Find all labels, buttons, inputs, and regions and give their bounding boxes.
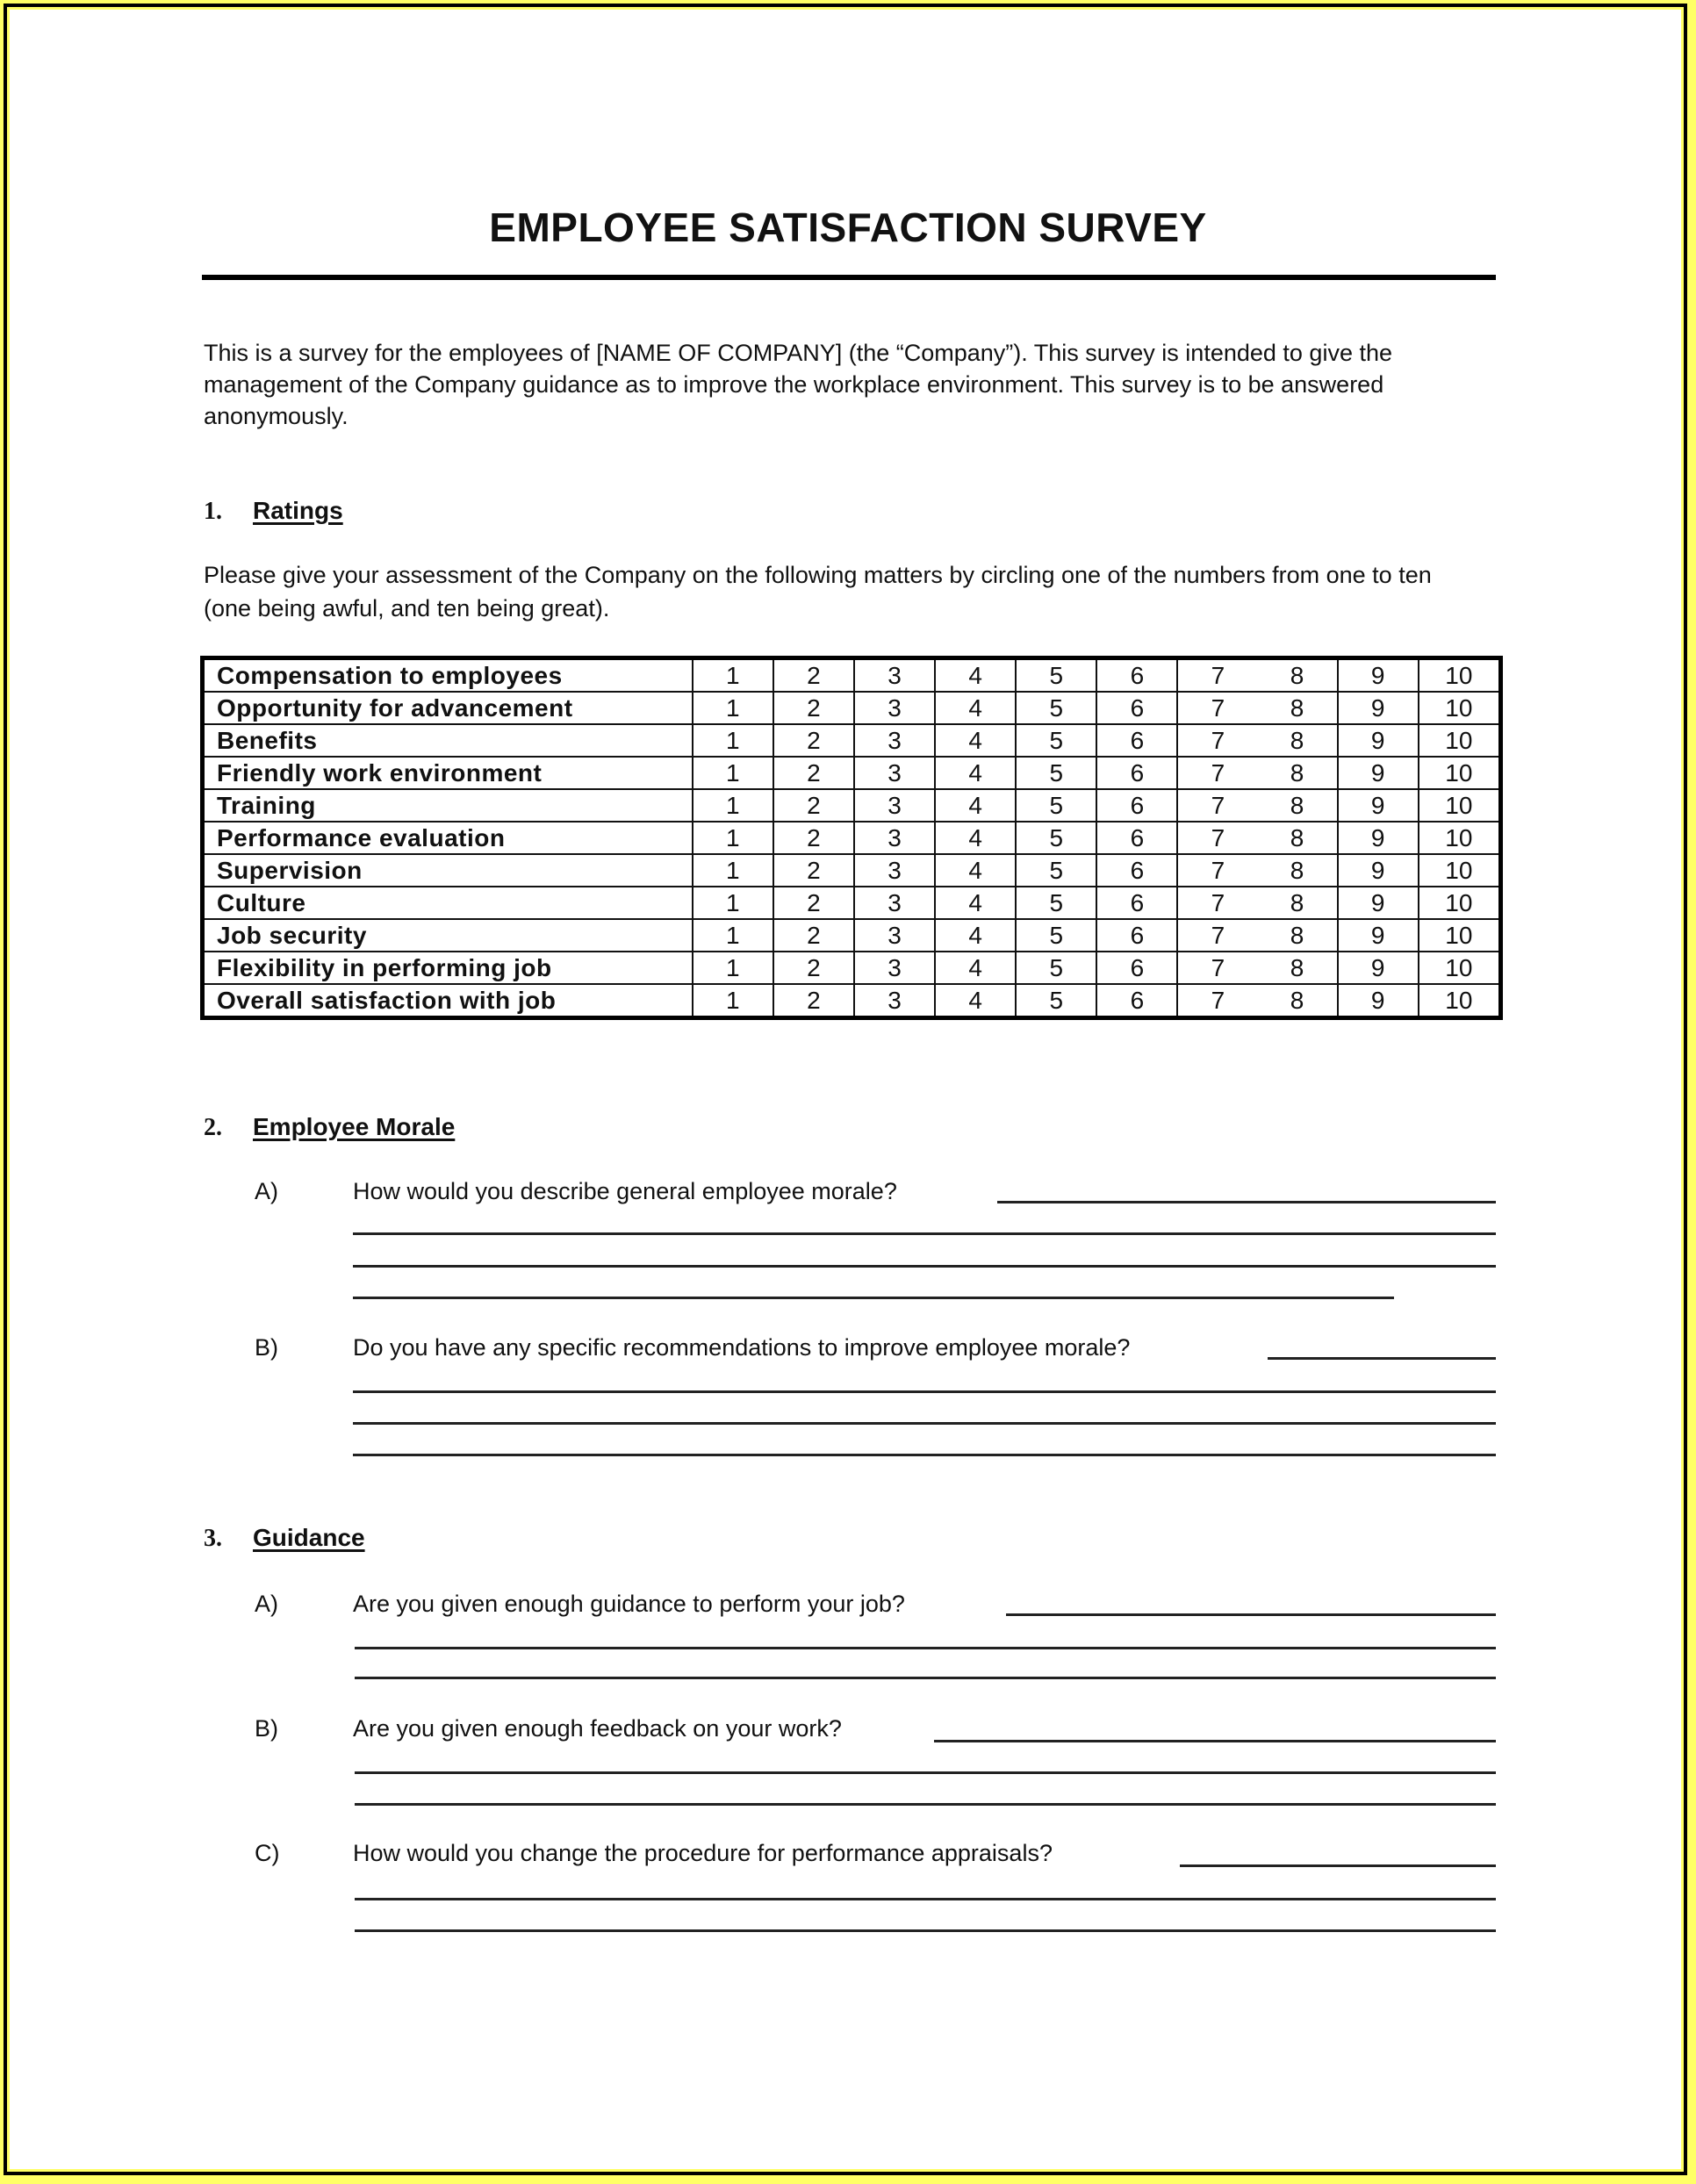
rating-option-2[interactable]: 2 — [773, 757, 854, 789]
ratings-row — [203, 984, 1501, 1018]
ratings-row — [203, 692, 1501, 724]
question-guidance-a — [255, 1591, 1496, 1626]
rating-option-4[interactable]: 4 — [935, 724, 1016, 757]
rating-option-7[interactable]: 7 — [1177, 952, 1257, 984]
rating-option-5[interactable]: 5 — [1016, 919, 1096, 952]
rating-option-4[interactable]: 4 — [935, 887, 1016, 919]
rating-option-9[interactable]: 9 — [1338, 692, 1419, 724]
rating-item-label: Supervision — [203, 854, 693, 887]
section-title: Employee Morale — [253, 1113, 456, 1140]
answer-line[interactable] — [355, 1803, 1496, 1806]
question-morale-a — [255, 1178, 1496, 1213]
section-number: 1. — [204, 498, 222, 525]
answer-line[interactable] — [353, 1297, 1394, 1299]
rating-option-6[interactable]: 6 — [1096, 724, 1177, 757]
answer-line[interactable] — [353, 1454, 1496, 1456]
rating-option-2[interactable]: 2 — [773, 822, 854, 854]
rating-option-5[interactable]: 5 — [1016, 724, 1096, 757]
rating-option-1[interactable]: 1 — [693, 822, 773, 854]
answer-line[interactable] — [934, 1740, 1496, 1742]
question-text: Are you given enough feedback on your work? — [353, 1715, 842, 1742]
rating-option-9[interactable]: 9 — [1338, 854, 1419, 887]
rating-option-8[interactable]: 8 — [1258, 724, 1338, 757]
rating-option-4[interactable]: 4 — [935, 952, 1016, 984]
rating-option-8[interactable]: 8 — [1258, 658, 1338, 693]
rating-option-9[interactable]: 9 — [1338, 658, 1419, 693]
rating-option-9[interactable]: 9 — [1338, 984, 1419, 1018]
rating-option-10[interactable]: 10 — [1419, 919, 1501, 952]
rating-option-7[interactable]: 7 — [1177, 757, 1257, 789]
rating-item-label: Job security — [203, 919, 693, 952]
answer-line[interactable] — [355, 1677, 1496, 1679]
answer-line[interactable] — [353, 1390, 1496, 1393]
answer-line[interactable] — [997, 1201, 1496, 1203]
rating-item-label: Culture — [203, 887, 693, 919]
rating-option-8[interactable]: 8 — [1258, 692, 1338, 724]
rating-option-9[interactable]: 9 — [1338, 789, 1419, 822]
question-text: How would you describe general employee morale? — [353, 1178, 897, 1204]
rating-option-6[interactable]: 6 — [1096, 952, 1177, 984]
rating-option-8[interactable]: 8 — [1258, 919, 1338, 952]
rating-option-10[interactable]: 10 — [1419, 724, 1501, 757]
rating-option-4[interactable]: 4 — [935, 658, 1016, 693]
rating-option-1[interactable]: 1 — [693, 952, 773, 984]
rating-option-6[interactable]: 6 — [1096, 658, 1177, 693]
question-text: Do you have any specific recommendations to improve employee morale? — [353, 1334, 1131, 1361]
rating-option-7[interactable]: 7 — [1177, 789, 1257, 822]
rating-option-1[interactable]: 1 — [693, 854, 773, 887]
rating-option-7[interactable]: 7 — [1177, 919, 1257, 952]
rating-option-2[interactable]: 2 — [773, 789, 854, 822]
rating-option-8[interactable]: 8 — [1258, 757, 1338, 789]
rating-item-label: Training — [203, 789, 693, 822]
question-morale-b — [255, 1334, 1496, 1369]
rating-option-1[interactable]: 1 — [693, 692, 773, 724]
ratings-row — [203, 724, 1501, 757]
rating-option-3[interactable]: 3 — [854, 822, 935, 854]
rating-option-4[interactable]: 4 — [935, 822, 1016, 854]
rating-option-10[interactable]: 10 — [1419, 757, 1501, 789]
rating-option-9[interactable]: 9 — [1338, 757, 1419, 789]
rating-option-4[interactable]: 4 — [935, 692, 1016, 724]
rating-option-10[interactable]: 10 — [1419, 854, 1501, 887]
rating-option-5[interactable]: 5 — [1016, 658, 1096, 693]
title-rule — [202, 275, 1496, 280]
ratings-row — [203, 822, 1501, 854]
rating-option-9[interactable]: 9 — [1338, 822, 1419, 854]
ratings-row — [203, 789, 1501, 822]
question-letter: C) — [255, 1840, 280, 1866]
rating-item-label: Benefits — [203, 724, 693, 757]
rating-option-3[interactable]: 3 — [854, 757, 935, 789]
rating-option-6[interactable]: 6 — [1096, 789, 1177, 822]
section-number: 2. — [204, 1114, 222, 1141]
rating-option-3[interactable]: 3 — [854, 724, 935, 757]
rating-option-1[interactable]: 1 — [693, 919, 773, 952]
rating-option-10[interactable]: 10 — [1419, 887, 1501, 919]
rating-option-4[interactable]: 4 — [935, 789, 1016, 822]
rating-option-5[interactable]: 5 — [1016, 822, 1096, 854]
rating-option-9[interactable]: 9 — [1338, 952, 1419, 984]
rating-option-8[interactable]: 8 — [1258, 952, 1338, 984]
question-letter: B) — [255, 1334, 278, 1361]
rating-option-8[interactable]: 8 — [1258, 887, 1338, 919]
intro-paragraph: This is a survey for the employees of [NAME OF COMPANY] (the “Company”). This survey is intended to give the management of the Company guidance as to improve the workplace environment. This survey is to be answered anonymously. — [204, 340, 1392, 429]
ratings-row — [203, 952, 1501, 984]
rating-option-2[interactable]: 2 — [773, 952, 854, 984]
rating-option-9[interactable]: 9 — [1338, 919, 1419, 952]
rating-option-3[interactable]: 3 — [854, 984, 935, 1018]
ratings-row — [203, 919, 1501, 952]
ratings-row — [203, 658, 1501, 693]
rating-item-label: Compensation to employees — [203, 658, 693, 693]
rating-option-5[interactable]: 5 — [1016, 854, 1096, 887]
question-text: Are you given enough guidance to perform your job? — [353, 1591, 905, 1617]
rating-option-10[interactable]: 10 — [1419, 952, 1501, 984]
rating-option-3[interactable]: 3 — [854, 919, 935, 952]
section-title: Ratings — [253, 497, 343, 524]
section-heading-employee-morale — [204, 1113, 455, 1142]
rating-option-10[interactable]: 10 — [1419, 822, 1501, 854]
rating-option-6[interactable]: 6 — [1096, 757, 1177, 789]
rating-option-6[interactable]: 6 — [1096, 692, 1177, 724]
rating-option-7[interactable]: 7 — [1177, 854, 1257, 887]
rating-option-4[interactable]: 4 — [935, 919, 1016, 952]
rating-option-3[interactable]: 3 — [854, 789, 935, 822]
rating-option-2[interactable]: 2 — [773, 854, 854, 887]
rating-option-7[interactable]: 7 — [1177, 724, 1257, 757]
section-title: Guidance — [253, 1524, 365, 1551]
section-heading-ratings — [204, 497, 343, 526]
answer-line[interactable] — [353, 1422, 1496, 1425]
answer-line[interactable] — [1268, 1357, 1496, 1360]
rating-option-8[interactable]: 8 — [1258, 822, 1338, 854]
question-guidance-c — [255, 1840, 1496, 1875]
question-text: How would you change the procedure for performance appraisals? — [353, 1840, 1053, 1866]
rating-item-label: Opportunity for advancement — [203, 692, 693, 724]
rating-item-label: Overall satisfaction with job — [203, 984, 693, 1018]
rating-option-5[interactable]: 5 — [1016, 952, 1096, 984]
rating-option-6[interactable]: 6 — [1096, 822, 1177, 854]
rating-option-7[interactable]: 7 — [1177, 984, 1257, 1018]
rating-option-5[interactable]: 5 — [1016, 789, 1096, 822]
rating-option-3[interactable]: 3 — [854, 854, 935, 887]
rating-option-1[interactable]: 1 — [693, 789, 773, 822]
answer-line[interactable] — [355, 1771, 1496, 1774]
rating-option-2[interactable]: 2 — [773, 724, 854, 757]
rating-option-4[interactable]: 4 — [935, 854, 1016, 887]
rating-option-5[interactable]: 5 — [1016, 757, 1096, 789]
rating-option-4[interactable]: 4 — [935, 757, 1016, 789]
ratings-row — [203, 854, 1501, 887]
question-letter: B) — [255, 1715, 278, 1742]
answer-line[interactable] — [1006, 1613, 1496, 1616]
rating-option-7[interactable]: 7 — [1177, 822, 1257, 854]
question-letter: A) — [255, 1591, 278, 1617]
rating-option-9[interactable]: 9 — [1338, 724, 1419, 757]
answer-line[interactable] — [1180, 1864, 1496, 1867]
rating-option-1[interactable]: 1 — [693, 757, 773, 789]
rating-option-10[interactable]: 10 — [1419, 984, 1501, 1018]
rating-option-5[interactable]: 5 — [1016, 984, 1096, 1018]
section-heading-guidance — [204, 1524, 365, 1553]
ratings-row — [203, 887, 1501, 919]
rating-option-8[interactable]: 8 — [1258, 789, 1338, 822]
ratings-row — [203, 757, 1501, 789]
ratings-table — [200, 656, 1503, 1020]
answer-line[interactable] — [355, 1929, 1496, 1932]
rating-option-2[interactable]: 2 — [773, 692, 854, 724]
rating-option-1[interactable]: 1 — [693, 984, 773, 1018]
rating-option-2[interactable]: 2 — [773, 658, 854, 693]
rating-option-6[interactable]: 6 — [1096, 984, 1177, 1018]
rating-option-1[interactable]: 1 — [693, 658, 773, 693]
answer-line[interactable] — [355, 1898, 1496, 1900]
rating-item-label: Flexibility in performing job — [203, 952, 693, 984]
rating-option-8[interactable]: 8 — [1258, 984, 1338, 1018]
answer-line[interactable] — [353, 1232, 1496, 1235]
rating-option-10[interactable]: 10 — [1419, 692, 1501, 724]
rating-option-7[interactable]: 7 — [1177, 692, 1257, 724]
rating-option-3[interactable]: 3 — [854, 658, 935, 693]
section-number: 3. — [204, 1525, 222, 1552]
rating-option-3[interactable]: 3 — [854, 887, 935, 919]
rating-option-10[interactable]: 10 — [1419, 789, 1501, 822]
rating-option-6[interactable]: 6 — [1096, 919, 1177, 952]
rating-option-10[interactable]: 10 — [1419, 658, 1501, 693]
rating-option-2[interactable]: 2 — [773, 984, 854, 1018]
rating-option-7[interactable]: 7 — [1177, 887, 1257, 919]
question-letter: A) — [255, 1178, 278, 1204]
rating-item-label: Friendly work environment — [203, 757, 693, 789]
rating-option-6[interactable]: 6 — [1096, 854, 1177, 887]
rating-option-5[interactable]: 5 — [1016, 887, 1096, 919]
page-title: EMPLOYEE SATISFACTION SURVEY — [489, 205, 1207, 250]
rating-item-label: Performance evaluation — [203, 822, 693, 854]
rating-option-2[interactable]: 2 — [773, 887, 854, 919]
rating-option-9[interactable]: 9 — [1338, 887, 1419, 919]
rating-option-4[interactable]: 4 — [935, 984, 1016, 1018]
rating-option-6[interactable]: 6 — [1096, 887, 1177, 919]
rating-option-8[interactable]: 8 — [1258, 854, 1338, 887]
answer-line[interactable] — [355, 1647, 1496, 1649]
question-guidance-b — [255, 1715, 1496, 1750]
rating-option-3[interactable]: 3 — [854, 692, 935, 724]
rating-option-1[interactable]: 1 — [693, 887, 773, 919]
rating-option-3[interactable]: 3 — [854, 952, 935, 984]
rating-option-7[interactable]: 7 — [1177, 658, 1257, 693]
rating-option-1[interactable]: 1 — [693, 724, 773, 757]
rating-option-5[interactable]: 5 — [1016, 692, 1096, 724]
answer-line[interactable] — [353, 1265, 1496, 1268]
rating-option-2[interactable]: 2 — [773, 919, 854, 952]
ratings-instructions: Please give your assessment of the Company on the following matters by circling one of the numbers from one to ten (one being awful, and ten being great). — [204, 562, 1432, 621]
